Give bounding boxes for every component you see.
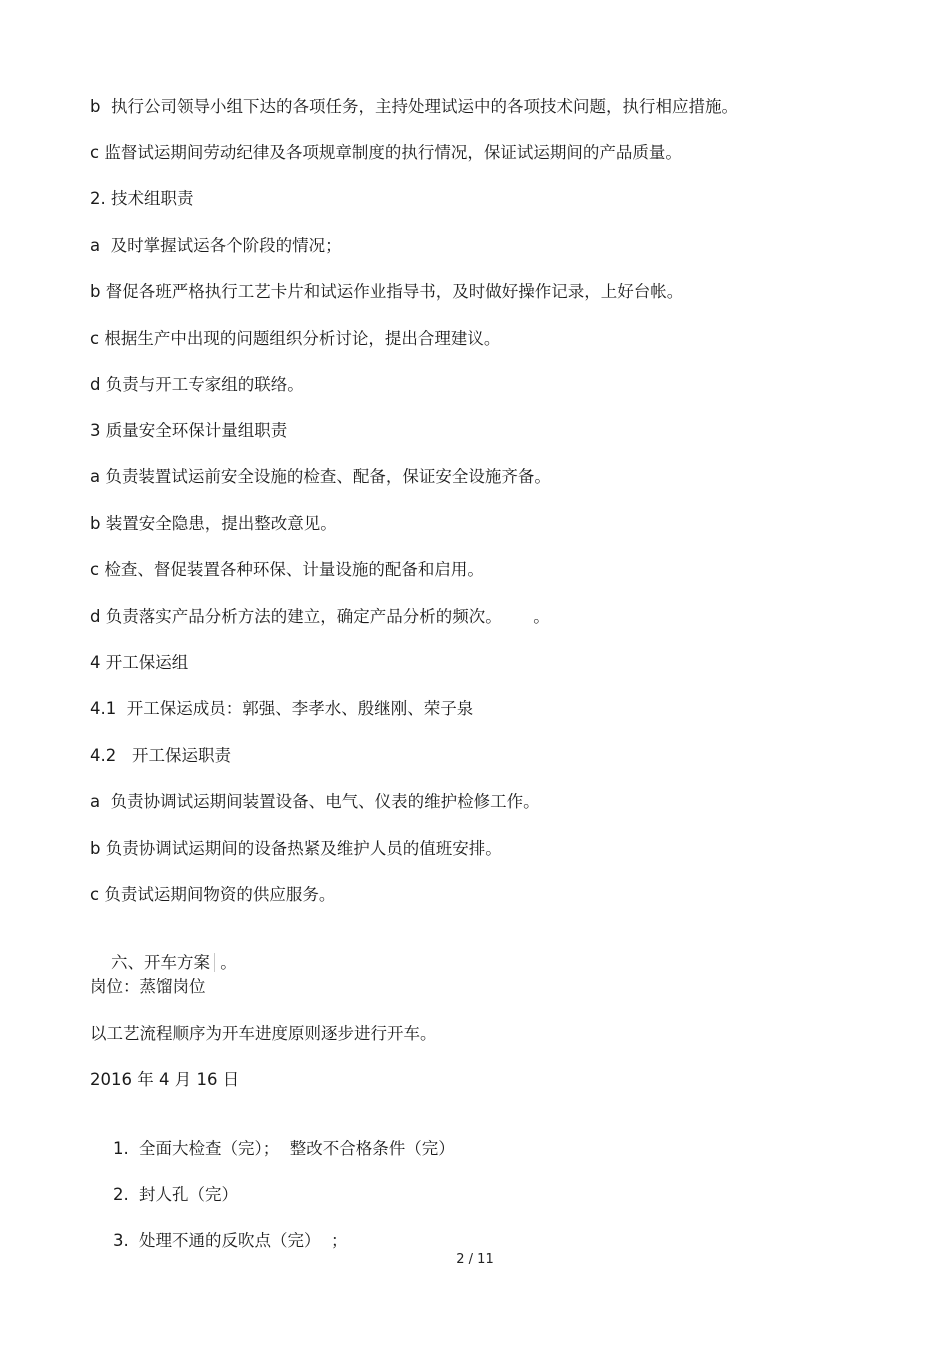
paragraph-line: b 装置安全隐患，提出整改意见。 — [90, 514, 337, 533]
paragraph-line: b 执行公司领导小组下达的各项任务，主持处理试运中的各项技术问题，执行相应措施。 — [90, 97, 738, 116]
paragraph-line: a 负责协调试运期间装置设备、电气、仪表的维护检修工作。 — [90, 792, 540, 811]
list-item-number: 2. — [112, 1185, 129, 1204]
paragraph-line: 4.1 开工保运成员：郭强、李孝水、殷继刚、荣子泉 — [90, 699, 474, 718]
principle-line: 以工艺流程顺序为开车进度原则逐步进行开车。 — [90, 1024, 437, 1043]
paragraph-line: c 根据生产中出现的问题组织分析讨论，提出合理建议。 — [90, 329, 501, 348]
section-title-tail: 。 — [214, 953, 237, 972]
paragraph-line: b 负责协调试运期间的设备热紧及维护人员的值班安排。 — [90, 839, 502, 858]
paragraph-line: c 检查、督促装置各种环保、计量设施的配备和启用。 — [90, 560, 484, 579]
section-heading: 4.2 开工保运职责 — [90, 746, 231, 765]
list-item-text: 处理不通的反吹点（完） ； — [138, 1231, 348, 1250]
section-title: 六、开车方案 — [111, 953, 215, 972]
list-item-text: 封人孔（完） — [138, 1185, 238, 1204]
paragraph-line: a 及时掌握试运各个阶段的情况； — [90, 236, 342, 255]
list-item-number: 3. — [112, 1231, 129, 1250]
paragraph-line: b 督促各班严格执行工艺卡片和试运作业指导书，及时做好操作记录，上好台帐。 — [90, 282, 684, 301]
paragraph-line: c 监督试运期间劳动纪律及各项规章制度的执行情况，保证试运期间的产品质量。 — [90, 143, 682, 162]
paragraph-line: d 负责与开工专家组的联络。 — [90, 375, 304, 394]
section-heading: 2. 技术组职责 — [90, 189, 194, 208]
list-item-number: 1. — [112, 1139, 129, 1158]
section-heading: 4 开工保运组 — [90, 653, 189, 672]
position-line: 岗位：蒸馏岗位 — [90, 977, 206, 996]
date-line: 2016 年 4 月 16 日 — [90, 1070, 240, 1089]
paragraph-line: d 负责落实产品分析方法的建立，确定产品分析的频次。 。 — [90, 607, 550, 626]
list-item-text: 全面大检查（完）； 整改不合格条件（完） — [138, 1139, 455, 1158]
paragraph-line: a 负责装置试运前安全设施的检查、配备，保证安全设施齐备。 — [90, 467, 551, 486]
section-heading: 3 质量安全环保计量组职责 — [90, 421, 288, 440]
page-number: 2 / 11 — [456, 1252, 494, 1267]
paragraph-line: c 负责试运期间物资的供应服务。 — [90, 885, 336, 904]
